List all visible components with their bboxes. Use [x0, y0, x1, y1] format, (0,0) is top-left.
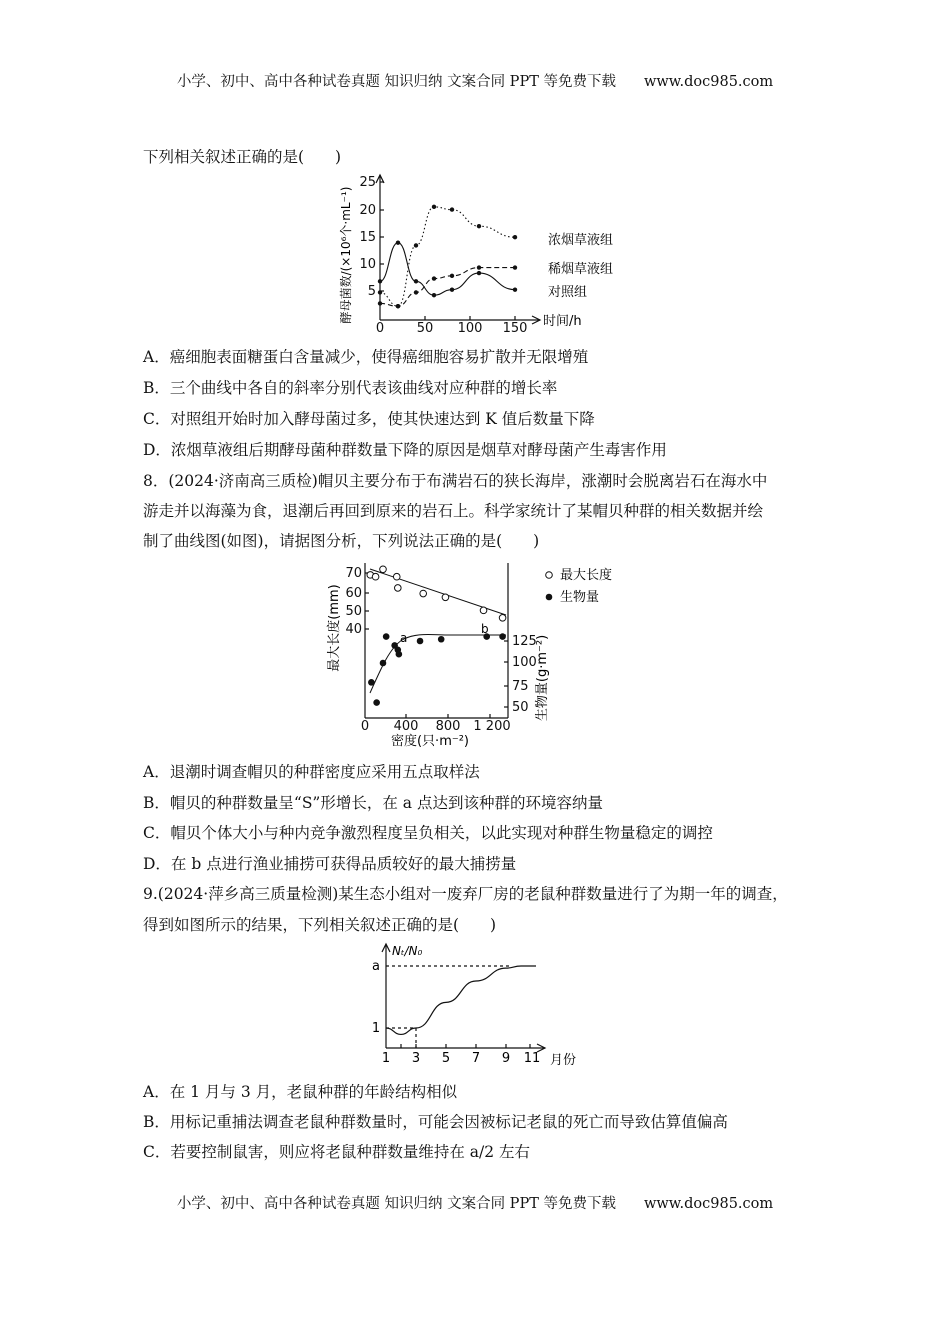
right-tick: 100	[512, 655, 537, 670]
right-tick: 75	[512, 679, 529, 694]
x-tick: 3	[411, 1051, 421, 1066]
q9-option-a: A．在 1 月与 3 月，老鼠种群的年龄结构相似	[143, 1083, 458, 1101]
q8-option-a: A．退潮时调查帽贝的种群密度应采用五点取样法	[143, 763, 480, 781]
left-tick: 60	[345, 586, 362, 601]
footer-text: 小学、初中、高中各种试卷真题 知识归纳 文案合同 PPT 等免费下载	[176, 1196, 616, 1212]
y-tick: 5	[367, 284, 376, 299]
series-line-1	[380, 268, 515, 307]
footer-site: www.doc985.com	[643, 1196, 774, 1212]
left-axis-label: 最大长度(mm)	[327, 584, 342, 672]
q7-stem-tail: 下列相关叙述正确的是( )	[143, 148, 342, 166]
data-point	[513, 265, 517, 269]
x-tick: 7	[471, 1051, 481, 1066]
data-point	[477, 224, 481, 228]
legend-control: 对照组	[548, 285, 588, 300]
series-line-0	[380, 207, 515, 306]
left-tick: 40	[345, 622, 362, 637]
mouse-chart	[360, 940, 600, 1070]
point-a-label: a	[400, 631, 408, 645]
biomass-point	[438, 636, 445, 643]
biomass-point	[396, 651, 403, 658]
data-point	[477, 265, 481, 269]
x-tick: 100	[457, 321, 483, 336]
biomass-point	[383, 633, 390, 640]
y-tick: 15	[359, 230, 376, 245]
data-point	[450, 287, 454, 291]
data-point	[477, 271, 481, 275]
q8-option-c: C．帽贝个体大小与种内竞争激烈程度呈负相关，以此实现对种群生物量稳定的调控	[143, 824, 713, 842]
x-axis-label: 时间/h	[543, 314, 582, 329]
legend-open-marker	[546, 572, 553, 579]
biomass-curve	[370, 634, 506, 693]
limpet-chart	[320, 558, 640, 748]
series-line-2	[380, 243, 515, 295]
data-point	[414, 243, 418, 247]
q9-stem-line: 9.(2024·萍乡高三质量检测)某生态小组对一废弃厂房的老鼠种群数量进行了为期一年的调查，	[143, 885, 788, 903]
legend-dense: 浓烟草液组	[548, 233, 614, 248]
x-tick: 800	[435, 719, 461, 734]
length-point	[372, 573, 379, 580]
data-point	[513, 287, 517, 291]
data-point	[378, 290, 382, 294]
biomass-point	[373, 699, 380, 706]
q8-stem-line: 游走并以海藻为食，退潮后再回到原来的岩石上。科学家统计了某帽贝种群的相关数据并绘	[143, 502, 764, 520]
data-point	[414, 279, 418, 283]
biomass-point	[417, 638, 424, 645]
data-point	[396, 241, 400, 245]
right-axis-label: 生物量(g·m⁻²)	[535, 634, 550, 722]
x-tick: 9	[501, 1051, 511, 1066]
q8-option-b: B．帽贝的种群数量呈“S”形增长，在 a 点达到该种群的环境容纳量	[143, 794, 603, 812]
right-tick: 125	[512, 634, 537, 649]
length-point	[420, 590, 427, 597]
data-point	[432, 293, 436, 297]
q8-stem-line: 制了曲线图(如图)，请据图分析，下列说法正确的是( )	[143, 532, 540, 550]
data-point	[450, 274, 454, 278]
q7-option-b: B．三个曲线中各自的斜率分别代表该曲线对应种群的增长率	[143, 379, 558, 397]
data-point	[432, 276, 436, 280]
data-point	[414, 290, 418, 294]
length-point	[442, 594, 449, 601]
y-axis-label: 酵母菌数/(×10⁶个·mL⁻¹)	[339, 186, 353, 324]
y-axis-label: Nₜ/N₀	[392, 944, 423, 958]
x-axis-label: 密度(只·m⁻²)	[390, 734, 470, 748]
length-point	[380, 566, 387, 573]
data-point	[513, 235, 517, 239]
y-tick: 25	[359, 175, 376, 190]
q8-option-d: D．在 b 点进行渔业捕捞可获得品质较好的最大捕捞量	[143, 855, 517, 873]
q8-stem-line: 8．(2024·济南高三质检)帽贝主要分布于布满岩石的狭长海岸，涨潮时会脱离岩石在海水中	[143, 472, 768, 490]
data-point	[432, 205, 436, 209]
y-tick: 10	[359, 257, 376, 272]
left-tick: 70	[345, 566, 362, 581]
yeast-chart	[330, 165, 630, 345]
q9-option-c: C．若要控制鼠害，则应将老鼠种群数量维持在 a/2 左右	[143, 1143, 531, 1161]
x-tick: 150	[502, 321, 528, 336]
legend-length: 最大长度	[560, 568, 613, 583]
x-tick: 0	[375, 321, 385, 336]
right-tick: 50	[512, 700, 529, 715]
point-b-label: b	[481, 622, 489, 636]
length-point	[480, 607, 487, 614]
x-tick: 1 200	[473, 719, 511, 734]
y-tick-a: a	[372, 959, 380, 974]
biomass-point	[499, 633, 506, 640]
length-point	[395, 585, 402, 592]
length-point	[393, 573, 400, 580]
header-text: 小学、初中、高中各种试卷真题 知识归纳 文案合同 PPT 等免费下载	[176, 74, 616, 90]
x-tick: 5	[441, 1051, 451, 1066]
x-tick: 1	[381, 1051, 391, 1066]
q7-option-a: A．癌细胞表面糖蛋白含量减少，使得癌细胞容易扩散并无限增殖	[143, 348, 589, 366]
q9-option-b: B．用标记重捕法调查老鼠种群数量时，可能会因被标记老鼠的死亡而导致估算值偏高	[143, 1113, 728, 1131]
legend-dilute: 稀烟草液组	[548, 262, 614, 277]
q7-option-c: C．对照组开始时加入酵母菌过多，使其快速达到 K 值后数量下降	[143, 410, 595, 428]
x-tick: 11	[523, 1051, 541, 1066]
length-point	[499, 615, 506, 622]
left-tick: 50	[345, 604, 362, 619]
q9-stem-line: 得到如图所示的结果，下列相关叙述正确的是( )	[143, 916, 497, 934]
page-header	[0, 70, 950, 91]
biomass-point	[368, 679, 375, 686]
header-site: www.doc985.com	[643, 74, 774, 90]
y-tick-1: 1	[371, 1021, 381, 1036]
x-tick: 50	[416, 321, 434, 336]
data-point	[450, 207, 454, 211]
page-footer	[0, 1192, 950, 1213]
x-axis-label: 月份	[550, 1053, 577, 1068]
legend-biomass: 生物量	[560, 590, 600, 605]
x-tick: 0	[360, 719, 370, 734]
q7-option-d: D．浓烟草液组后期酵母菌种群数量下降的原因是烟草对酵母菌产生毒害作用	[143, 441, 667, 459]
legend-filled-marker	[546, 594, 553, 601]
x-tick: 400	[393, 719, 419, 734]
data-point	[396, 304, 400, 308]
y-tick: 20	[359, 203, 376, 218]
data-point	[378, 301, 382, 305]
nt-n0-curve	[386, 966, 536, 1034]
biomass-point	[380, 660, 387, 667]
data-point	[378, 279, 382, 283]
